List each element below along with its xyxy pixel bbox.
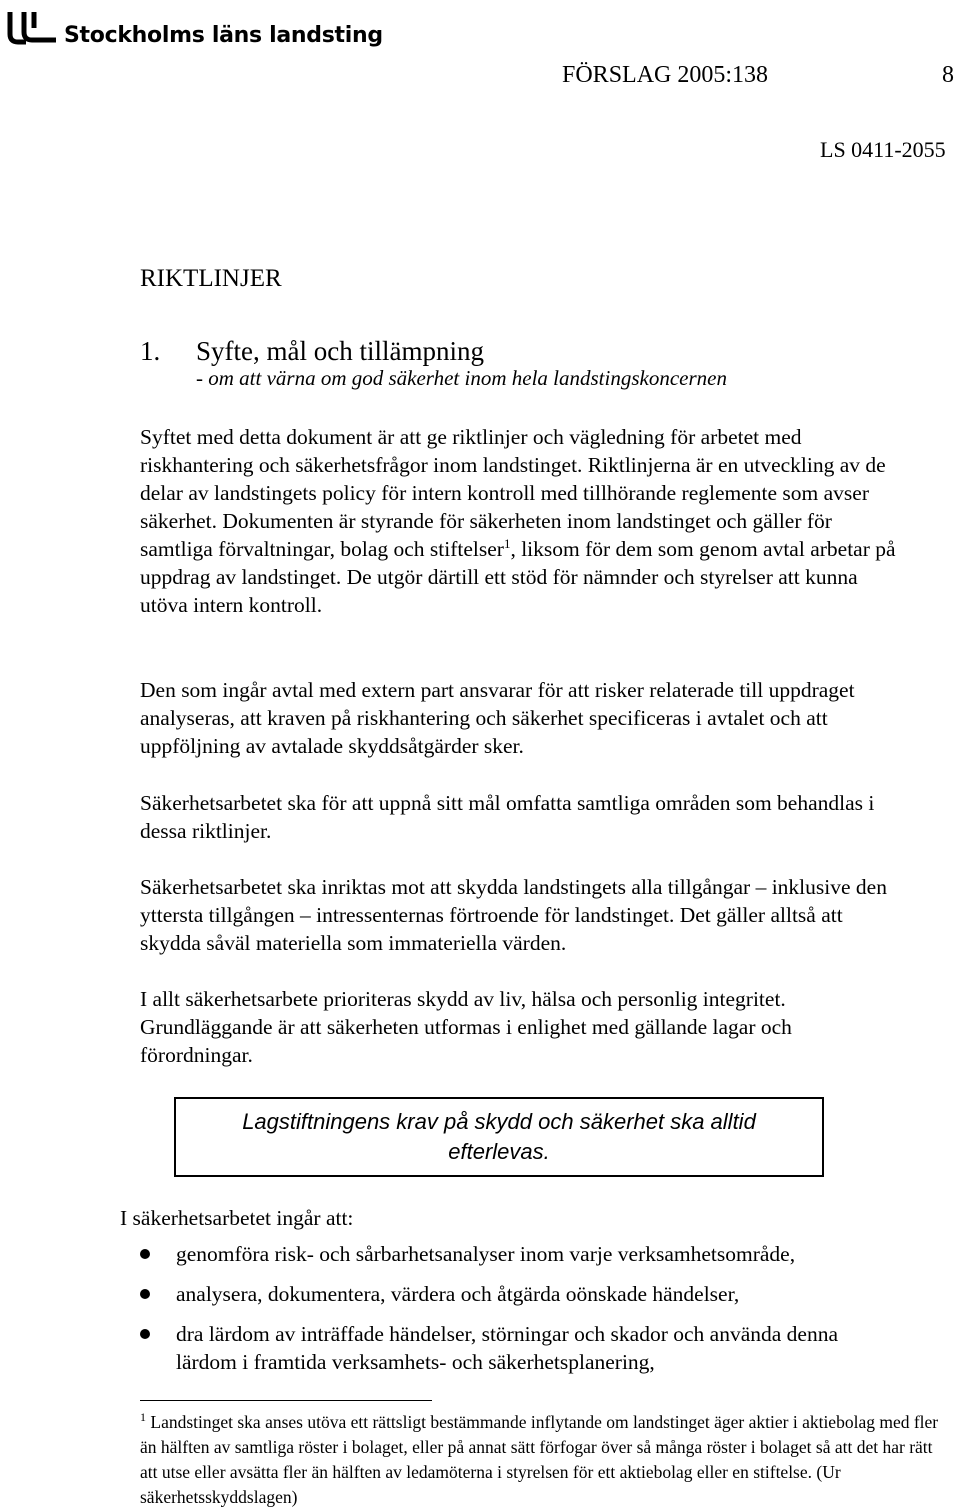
list-item [140,1280,900,1308]
paragraph-purpose-text-b: , liksom för dem som genom avtal arbetar på uppdrag av landstinget. De utgör därtill ett stöd för nämnder och styrelser att kunna utöva intern kontroll. [140,537,896,617]
callout-text: Lagstiftningens krav på skydd och säkerhet ska alltid efterlevas. [242,1109,756,1164]
footnote-divider [140,1400,432,1401]
footnote [140,1410,940,1510]
heading [140,336,484,367]
page-number: 8 [942,62,954,88]
document-reference: FÖRSLAG 2005:138 [562,62,769,88]
ls-number: LS 0411-2055 [820,137,946,162]
bullet-icon [140,1289,150,1299]
heading-subtitle: - om att värna om god säkerhet inom hela landstingskoncernen [196,366,727,390]
footnote-reference: 1 [503,535,511,551]
sll-emblem-icon [6,10,58,46]
list-item [140,1320,900,1376]
bullet-list [140,1240,900,1388]
paragraph-purpose-text-a: Syftet med detta dokument är att ge riktlinjer och vägledning för arbetet med riskhantering och säkerhetsfrågor inom landstinget. Riktlinjerna är en utveckling av de delar av landstingets policy för intern kontroll med tillhörande reglemente som avser säkerhet. Dokumenten är styrande för säkerheten inom landstinget och gäller för samtliga förvaltningar, bolag och stiftelser [140,425,886,561]
list-item-text: analysera, dokumentera, värdera och åtgärda oönskade händelser, [176,1282,740,1306]
paragraph-priorities: I allt säkerhetsarbete prioriteras skydd av liv, hälsa och personlig integritet. Grundläggande är att säkerheten utformas i enlighet med gällande lagar och förordningar. [140,987,792,1067]
footnote-marker: 1 [140,1410,146,1425]
section-title: RIKTLINJER [140,265,282,292]
list-item [140,1240,900,1268]
bullet-icon [140,1329,150,1339]
paragraph-scope: Säkerhetsarbetet ska för att uppnå sitt mål omfatta samtliga områden som behandlas i dessa riktlinjer. [140,791,875,843]
list-intro: I säkerhetsarbetet ingår att: [120,1206,354,1230]
paragraph-purpose [140,423,900,619]
heading-number: 1. [140,336,161,366]
callout-box [174,1097,824,1177]
organization-logo [6,8,383,48]
list-item-text: dra lärdom av inträffade händelser, störningar och skador och använda denna lärdom i framtida verksamhets- och säkerhetsplanering, [176,1322,838,1374]
list-item-text: genomföra risk- och sårbarhetsanalyser inom varje verksamhetsområde, [176,1242,796,1266]
paragraph-assets: Säkerhetsarbetet ska inriktas mot att skydda landstingets alla tillgångar – inklusive den yttersta tillgången – intressenternas förtroende för landstinget. Det gäller alltså att skydda såväl materiella som immateriella värden. [140,875,887,955]
paragraph-contracts: Den som ingår avtal med extern part ansvarar för att risker relaterade till uppdraget analyseras, att kraven på riskhantering och säkerhet specificeras i avtalet och att uppföljning av avtalade skyddsåtgärder sker. [140,678,855,758]
heading-title: Syfte, mål och tillämpning [196,336,484,366]
bullet-icon [140,1249,150,1259]
organization-name: Stockholms läns landsting [64,22,383,48]
footnote-text: Landstinget ska anses utöva ett rättsligt bestämmande inflytande om landstinget äger aktier i aktiebolag med fler än hälften av samtliga röster i bolaget, eller på annat sätt förfogar över så många röster i bolaget så att det har rätt att utse eller avsätta fler än hälften av ledamöterna i styrelsen för ett aktiebolag eller en stiftelse. (Ur säkerhetsskyddslagen) [140,1412,939,1507]
